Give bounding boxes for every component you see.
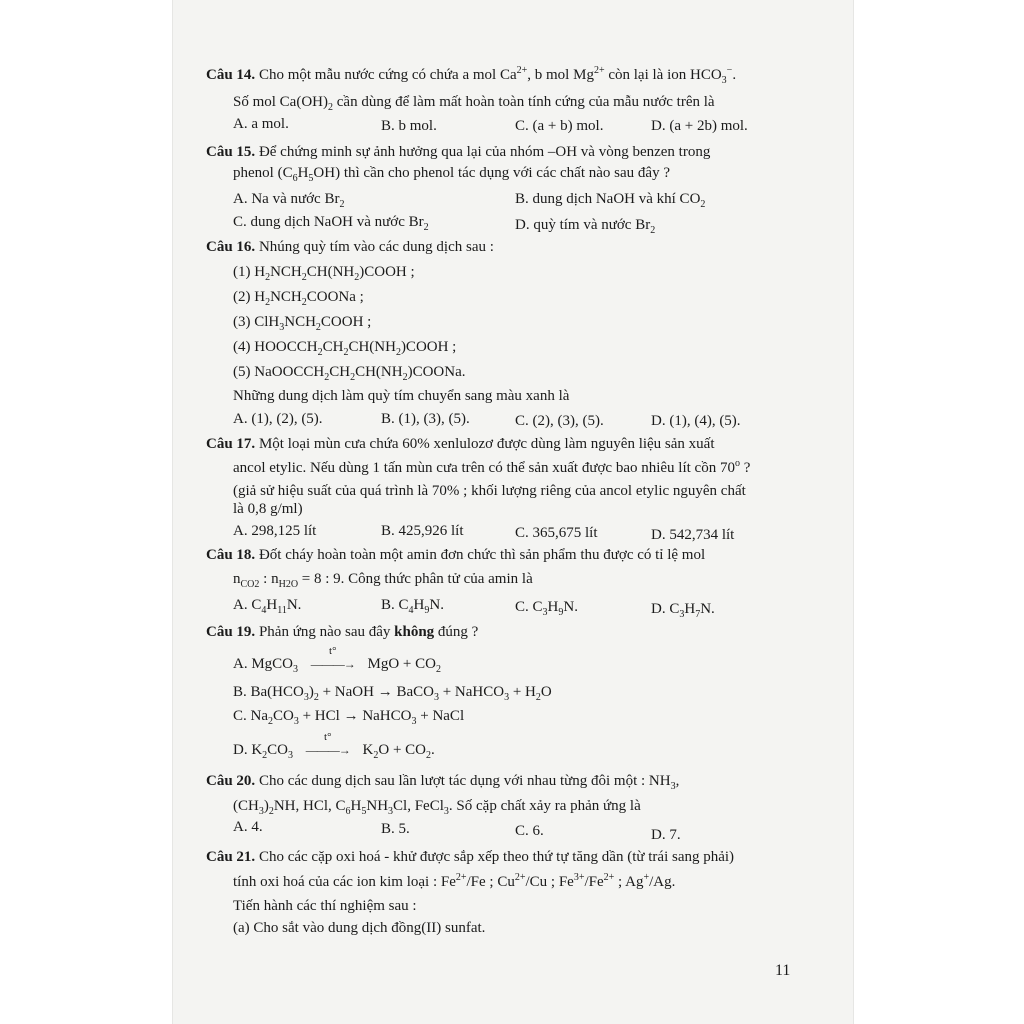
option-b: B. 5. <box>381 821 410 837</box>
question-19-line1: Câu 19. Phản ứng nào sau đây không đúng ? <box>206 624 479 640</box>
compound-5: (5) $NaOOCCH_2CH_2CH(NH_2)COONa$. <box>233 364 466 383</box>
option-d: D. $K_2CO_3$ t° ———→ $K_2O + CO_2$. <box>233 741 435 759</box>
compound-4: (4) $HOOCCH_2CH_2CH(NH_2)COOH$ ; <box>233 339 457 358</box>
option-d: D. 542,734 lít <box>651 527 735 543</box>
reaction-arrow: → <box>343 708 359 724</box>
option-d: D. (1), (4), (5). <box>651 413 741 429</box>
option-b: B. dung dịch NaOH và khí $CO_2$ <box>515 191 706 210</box>
question-20-line1: Câu 20. Cho các dung dịch sau lần lượt tác dụng với nhau từng đôi một : $NH_3$, <box>206 773 680 792</box>
question-20-line2: $(CH_3)_2NH$, HCl, $C_6H_5NH_3Cl$, FeCl$_3$. Số cặp chất xảy ra phản ứng là <box>233 798 641 817</box>
option-a: A. Na và nước $Br_2$ <box>233 191 345 210</box>
heat-label: t° <box>324 731 332 743</box>
option-c: C. dung dịch NaOH và nước $Br_2$ <box>233 214 429 233</box>
question-14-line1: Câu 14. Cho một mẫu nước cứng có chứa a mol $Ca^{2+}$, b mol $Mg^{2+}$ còn lại là ion $HCO_3^-$. <box>206 65 737 86</box>
question-21-line2: tính oxi hoá của các ion kim loại : $Fe^{2+}/Fe$ ; $Cu^{2+}/Cu$ ; $Fe^{3+}/Fe^{2+}$ ; Ag+/Ag. <box>233 872 676 890</box>
experiment-a: (a) Cho sắt vào dung dịch đồng(II) sunfat. <box>233 920 486 936</box>
option-d: D. quỳ tím và nước $Br_2$ <box>515 217 656 236</box>
option-c: C. $Na_2CO_3$ + HCl → NaHCO$_3$ + NaCl <box>233 708 465 727</box>
reaction-arrow: ———→ <box>310 657 355 671</box>
compound-3: (3) $ClH_3NCH_2COOH$ ; <box>233 314 372 333</box>
question-18-line2: $n_{CO2}$ : $n_{H2O} = 8$ : 9. Công thức phân tử của amin là <box>233 571 533 590</box>
option-a: A. (1), (2), (5). <box>233 411 323 427</box>
question-21-line3: Tiến hành các thí nghiệm sau : <box>233 898 417 914</box>
reaction-arrow: ———→ <box>305 743 350 757</box>
heat-label: t° <box>329 645 337 657</box>
option-a: A. $C_4H_{11}N$. <box>233 597 302 616</box>
question-17-line4: là 0,8 g/ml) <box>233 501 303 517</box>
option-b: B. 425,926 lít <box>381 523 464 539</box>
option-c: C. (2), (3), (5). <box>515 413 604 429</box>
question-16-prompt: Những dung dịch làm quỳ tím chuyển sang màu xanh là <box>233 388 570 404</box>
question-21-line1: Câu 21. Cho các cặp oxi hoá - khử được sắp xếp theo thứ tự tăng dần (từ trái sang phải) <box>206 849 735 865</box>
option-d: D. $C_3H_7N$. <box>651 601 715 620</box>
option-a: A. a mol. <box>233 116 289 132</box>
option-c: C. 6. <box>515 823 544 839</box>
option-b: B. (1), (3), (5). <box>381 411 470 427</box>
option-d: D. (a + 2b) mol. <box>651 118 748 134</box>
question-14-line2: Số mol $Ca(OH)_2$ cần dùng để làm mất hoàn toàn tính cứng của mẫu nước trên là <box>233 94 715 113</box>
compound-1: (1) $H_2NCH_2CH(NH_2)COOH$ ; <box>233 264 415 283</box>
option-c: C. $C_3H_9N$. <box>515 599 578 618</box>
option-a: A. 4. <box>233 819 263 835</box>
question-17-line3: (giả sử hiệu suất của quá trình là 70% ; khối lượng riêng của ancol etylic nguyên chất <box>233 483 746 499</box>
option-b: B. $C_4H_9N$. <box>381 597 444 616</box>
question-16-line1: Câu 16. Nhúng quỳ tím vào các dung dịch sau : <box>206 239 494 255</box>
option-c: C. (a + b) mol. <box>515 118 604 134</box>
option-d: D. 7. <box>651 827 681 843</box>
option-b: B. $Ba(HCO_3)_2$ + NaOH → BaCO$_3$ + NaHCO$_3$ + $H_2O$ <box>233 684 552 703</box>
option-c: C. 365,675 lít <box>515 525 598 541</box>
question-15-line2: phenol $(C_6H_5OH)$ thì cần cho phenol tác dụng với các chất nào sau đây ? <box>233 165 670 184</box>
option-a: A. 298,125 lít <box>233 523 317 539</box>
question-15-line1: Câu 15. Để chứng minh sự ảnh hưởng qua lại của nhóm –OH và vòng benzen trong <box>206 144 711 160</box>
reaction-arrow: → <box>377 684 393 700</box>
compound-2: (2) $H_2NCH_2COONa$ ; <box>233 289 364 308</box>
option-a: A. MgCO$_3$ t° ———→ MgO + $CO_2$ <box>233 655 441 673</box>
question-18-line1: Câu 18. Đốt cháy hoàn toàn một amin đơn chức thì sản phẩm thu được có tỉ lệ mol <box>206 547 706 563</box>
option-b: B. b mol. <box>381 118 437 134</box>
question-17-line1: Câu 17. Một loại mùn cưa chứa 60% xenlulozơ được dùng làm nguyên liệu sản xuất <box>206 436 715 452</box>
question-17-line2: ancol etylic. Nếu dùng 1 tấn mùn cưa trên có thể sản xuất được bao nhiêu lít cồn 70$^o$ ? <box>233 458 751 476</box>
page-number: 11 <box>775 962 791 979</box>
